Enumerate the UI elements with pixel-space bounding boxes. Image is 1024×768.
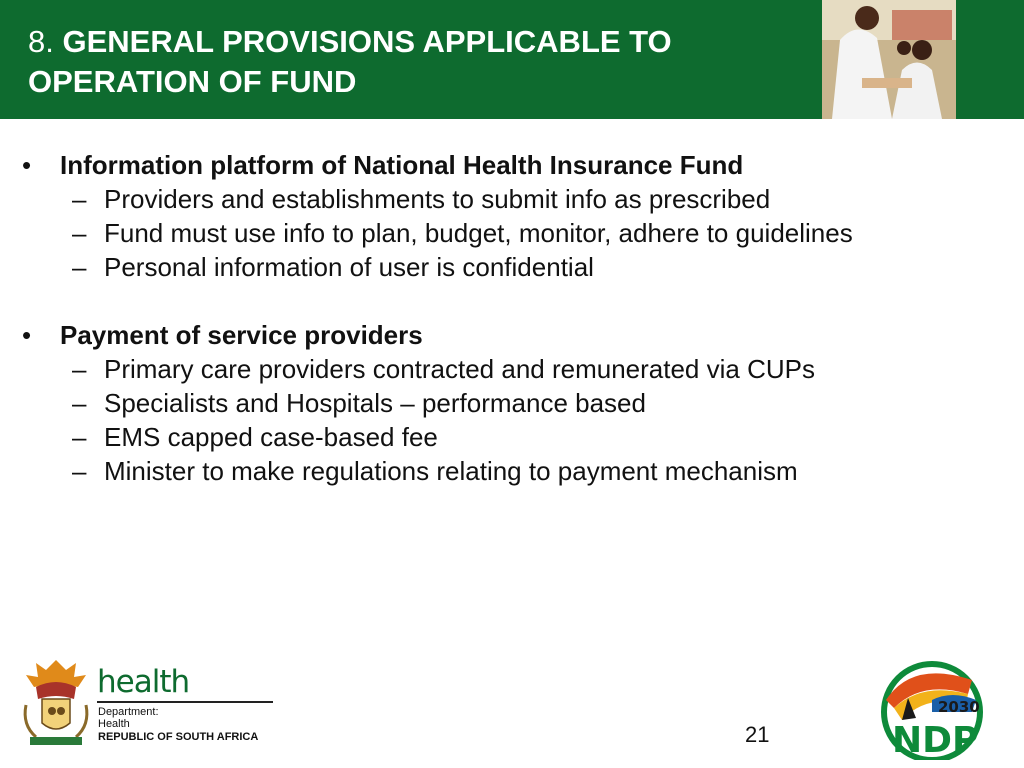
dash-icon: – [72, 354, 87, 384]
page-number: 21 [745, 722, 770, 747]
coat-of-arms-icon [16, 655, 96, 750]
dash-icon: – [72, 422, 87, 452]
header-photo [822, 0, 956, 119]
country-name: REPUBLIC OF SOUTH AFRICA [98, 731, 259, 743]
bullet-dot-icon: • [22, 150, 32, 180]
slide-title [28, 22, 808, 102]
bullet-heading [22, 148, 982, 182]
sub-bullet-text: Fund must use info to plan, budget, monitor, adhere to guidelines [104, 218, 853, 248]
ndp-2030-logo [872, 660, 992, 760]
title-line2: OPERATION OF FUND [28, 64, 357, 99]
bullet-heading [22, 318, 982, 352]
sub-bullet-text: Primary care providers contracted and remunerated via CUPs [104, 354, 815, 384]
slide-body [22, 148, 982, 522]
dash-icon: – [72, 218, 87, 248]
sub-bullet-text: Specialists and Hospitals – performance based [104, 388, 646, 418]
ndp-text: NDP [892, 720, 979, 760]
bullet-heading-text: Information platform of National Health Insurance Fund [60, 150, 744, 180]
department-name: Health [98, 718, 130, 730]
health-wordmark: health [97, 664, 190, 700]
sub-bullet [22, 250, 982, 284]
department-label: Department: [98, 706, 159, 718]
sub-bullet-text: Personal information of user is confidential [104, 252, 594, 282]
sub-bullet-text: EMS capped case-based fee [104, 422, 438, 452]
sub-bullet [22, 182, 982, 216]
title-text: GENERAL PROVISIONS APPLICABLE TO [62, 24, 672, 59]
sub-bullet [22, 352, 982, 386]
sub-bullet-text: Minister to make regulations relating to payment mechanism [104, 456, 798, 486]
bullet-heading-text: Payment of service providers [60, 320, 423, 350]
sub-bullet-text: Providers and establishments to submit info as prescribed [104, 184, 771, 214]
sub-bullet [22, 454, 982, 488]
bullet-block-info-platform [22, 148, 982, 284]
sub-bullet [22, 386, 982, 420]
sub-bullet [22, 216, 982, 250]
dash-icon: – [72, 184, 87, 214]
ndp-year: 2030 [938, 698, 980, 716]
sub-bullet [22, 420, 982, 454]
divider [97, 701, 273, 703]
dash-icon: – [72, 456, 87, 486]
dash-icon: – [72, 252, 87, 282]
bullet-dot-icon: • [22, 320, 32, 350]
title-number: 8. [28, 24, 54, 59]
title-bar [0, 0, 1024, 119]
bullet-block-payment [22, 318, 982, 488]
dash-icon: – [72, 388, 87, 418]
